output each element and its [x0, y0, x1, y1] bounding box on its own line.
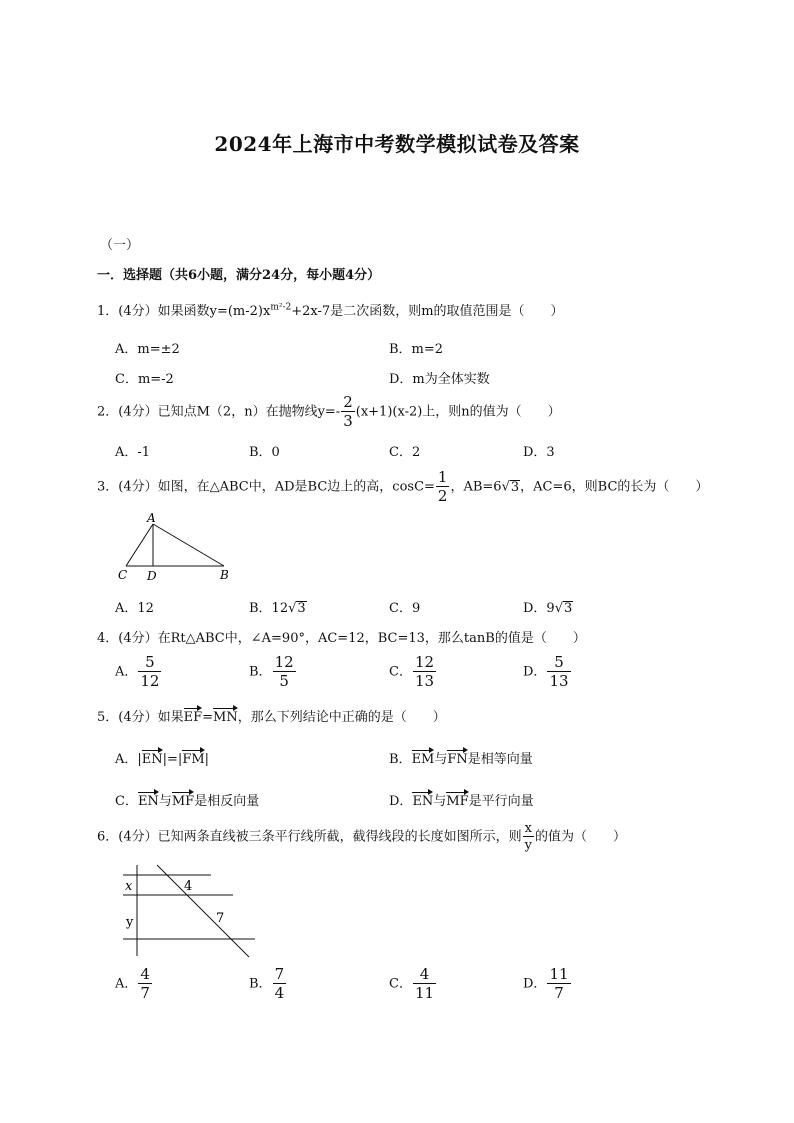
q4-option-c	[389, 655, 437, 689]
q5-pre: 5．(4分）如果	[97, 710, 184, 725]
q1-option-d: D．m为全体实数	[389, 372, 490, 387]
q5-d-label: D．	[389, 794, 413, 809]
side-ab	[153, 524, 224, 566]
q5-b-vector-2: FN	[447, 749, 467, 767]
label-c: C	[118, 568, 128, 582]
q6-b-label: B．	[249, 976, 272, 992]
label-7: 7	[216, 911, 225, 926]
q6-a-den: 7	[140, 984, 150, 1002]
q2-pre: 2．(4分）已知点M（2，n）在抛物线y=-	[97, 404, 341, 420]
q3-radicand: 3	[510, 479, 520, 495]
section-heading: 一．选择题（共6小题，满分24分，每小题4分）	[97, 268, 381, 283]
q5-a-label: A．|	[115, 752, 142, 767]
q4-a-label: A．	[115, 664, 138, 680]
side-ca	[126, 524, 153, 566]
q3-option-c: C．9	[389, 601, 421, 616]
q3-b-radicand: 3	[297, 601, 306, 616]
q5-d-vector-2: MF	[446, 791, 468, 809]
q6-option-d	[523, 967, 572, 1001]
q5-a-mid: |=|	[162, 752, 183, 767]
q4-c-fraction	[413, 655, 436, 689]
q5-a-vector-2: FM	[182, 749, 204, 767]
q5-d-mid: 与	[433, 794, 447, 809]
q5-option-b	[389, 748, 533, 767]
q6-a-label: A．	[115, 976, 138, 992]
label-d: D	[147, 569, 157, 583]
q5-option-c	[115, 790, 259, 809]
q5-c-vector-1: EN	[138, 791, 159, 809]
q6-fraction	[523, 822, 534, 852]
question-1	[97, 300, 564, 319]
q6-d-den: 7	[554, 984, 564, 1002]
q6-d-fraction	[547, 967, 570, 1001]
q6-pre: 6．(4分）已知两条直线被三条平行线所截，截得线段的长度如图所示，则	[97, 829, 522, 845]
question-6	[97, 822, 626, 852]
q6-c-den: 11	[414, 984, 435, 1002]
q6-c-label: C．	[389, 976, 412, 992]
label-4: 4	[184, 879, 193, 894]
q6-num: x	[523, 822, 534, 837]
q1-pre: 1．(4分）如果函数	[97, 304, 210, 319]
triangle-figure	[110, 508, 240, 584]
q4-c-den: 13	[414, 672, 435, 690]
q5-c-label: C．	[115, 794, 138, 809]
q4-option-a	[115, 655, 162, 689]
q4-d-num: 5	[547, 655, 570, 672]
q3-d-radicand: 3	[564, 601, 573, 616]
q5-b-label: B．	[389, 752, 412, 767]
q6-option-a	[115, 967, 153, 1001]
q1-exponent: m²-2	[270, 302, 292, 313]
q5-c-mid: 与	[158, 794, 172, 809]
q2-num: 2	[343, 393, 353, 411]
q3-b-text: B．12	[249, 601, 289, 616]
q1-post: 是二次函数，则m的取值范围是（ ）	[330, 304, 564, 319]
page-title: 2024年上海市中考数学模拟试卷及答案	[214, 132, 580, 156]
q5-c-end: 是相反向量	[194, 794, 260, 809]
q6-post: 的值为（ ）	[534, 829, 626, 845]
q2-den: 3	[343, 412, 353, 430]
q4-option-d	[523, 655, 572, 689]
q4-d-fraction	[547, 655, 570, 689]
question-3: 3．(4分）如图，在△ABC中，AD是BC边上的高，cosC= $\frac{1}{2}$ ，AB=6√3，AC=6，则BC的长为（ ）	[97, 468, 709, 505]
q5-b-mid: 与	[434, 752, 448, 767]
q6-b-num: 7	[274, 965, 285, 983]
q5-post: ，那么下列结论中正确的是（ ）	[237, 710, 446, 725]
q5-vector-ef: EF	[184, 707, 203, 725]
q5-a-end: |	[204, 752, 210, 767]
q6-c-num: 4	[413, 967, 436, 984]
q4-b-fraction	[273, 655, 296, 689]
transversal-2	[157, 865, 249, 957]
q4-a-num: 5	[138, 655, 161, 672]
q3-den: 2	[437, 487, 448, 505]
q3-fraction	[436, 470, 450, 504]
q5-b-end: 是相等向量	[467, 752, 533, 767]
q2-option-d: D．3	[523, 445, 555, 460]
q6-c-fraction	[413, 967, 436, 1001]
label-x: x	[125, 879, 133, 894]
q4-b-den: 5	[279, 672, 289, 690]
q6-b-den: 4	[274, 984, 285, 1002]
q6-d-num: 11	[549, 965, 569, 983]
q1-option-b: B．m=2	[389, 342, 444, 357]
q5-vector-mn: MN	[213, 707, 238, 725]
q6-option-b	[249, 967, 287, 1001]
q1-option-a: A．m=±2	[115, 342, 180, 357]
q6-b-fraction	[273, 967, 287, 1001]
q2-option-a: A．-1	[115, 445, 151, 460]
q6-a-num: 4	[140, 965, 150, 983]
q1-y: y=(m-2)x	[209, 304, 271, 319]
q1-rest: +2x-7	[291, 304, 331, 319]
q3-post: ，AC=6，则BC的长为（ ）	[520, 479, 709, 495]
q3-option-d: D．9√3	[523, 601, 573, 616]
part-label: （一）	[100, 238, 140, 253]
q3-d-text: D．9	[523, 601, 555, 616]
label-a: A	[147, 511, 156, 525]
q3-pre: 3．(4分）如图，在△ABC中，AD是BC边上的高，cosC=	[97, 479, 435, 495]
q4-c-num: 12	[414, 653, 435, 671]
q5-option-a	[115, 748, 209, 767]
q4-b-label: B．	[249, 664, 272, 680]
q3-num: 1	[437, 468, 448, 486]
q5-c-vector-2: MF	[172, 791, 194, 809]
q6-option-c	[389, 967, 437, 1001]
q4-b-num: 12	[274, 653, 294, 671]
q2-fraction	[341, 395, 355, 429]
q2-option-b: B．0	[249, 445, 280, 460]
q6-den: y	[524, 838, 532, 853]
q3-mid: ，AB=6	[450, 479, 502, 495]
q6-a-fraction	[138, 967, 152, 1001]
q4-a-den: 12	[140, 672, 160, 690]
q5-a-vector-1: EN	[142, 749, 163, 767]
q3-option-b: B．12√3	[249, 601, 306, 616]
q5-option-d	[389, 790, 534, 809]
question-4: 4．(4分）在Rt△ABC中，∠A=90°，AC=12，BC=13，那么tanB的值是（ ）	[97, 631, 586, 646]
q3-option-a: A．12	[115, 601, 154, 616]
q4-option-b	[249, 655, 297, 689]
q5-d-end: 是平行向量	[468, 794, 534, 809]
q6-d-label: D．	[523, 976, 547, 992]
q1-option-c: C．m=-2	[115, 372, 174, 387]
q5-d-vector-1: EN	[412, 791, 433, 809]
q2-post: (x+1)(x-2)上，则n的值为（ ）	[355, 404, 561, 420]
q4-c-label: C．	[389, 664, 412, 680]
q4-a-fraction	[138, 655, 161, 689]
label-b: B	[220, 568, 229, 582]
q2-option-c: C．2	[389, 445, 421, 460]
question-2	[97, 395, 561, 429]
parallel-lines-figure	[115, 860, 260, 960]
label-y: y	[126, 915, 134, 930]
q4-d-den: 13	[549, 672, 569, 690]
q5-eq: =	[202, 710, 214, 725]
question-5	[97, 706, 446, 725]
q4-d-label: D．	[523, 664, 547, 680]
q5-b-vector-1: EM	[412, 749, 435, 767]
